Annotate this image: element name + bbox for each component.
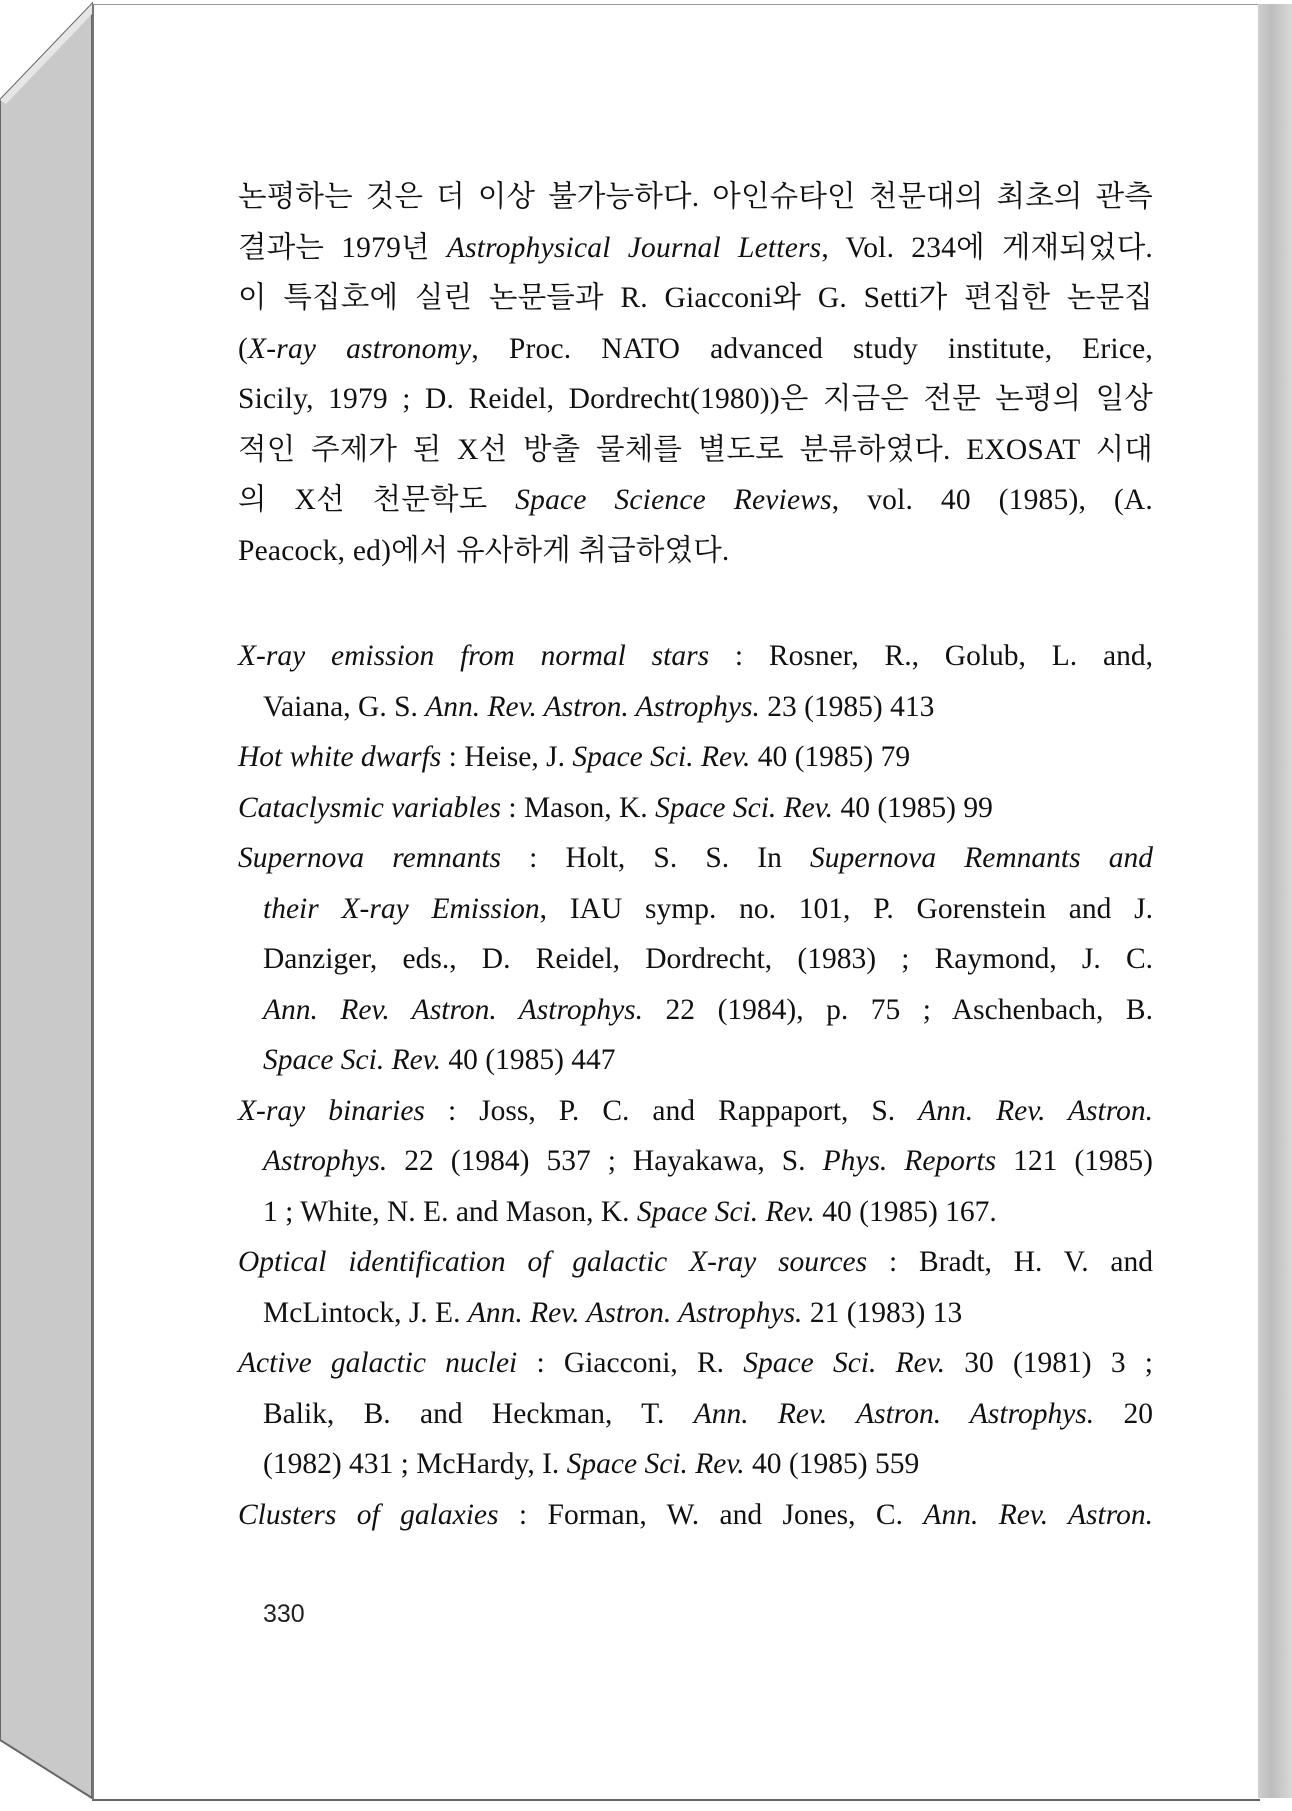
- reference-text: 1 ; White, N. E. and Mason, K.: [263, 1195, 637, 1228]
- reference-line: [263, 1136, 1153, 1187]
- reference-entry: [238, 631, 1153, 732]
- reference-text: : Rosner, R., Golub, L. and,: [709, 640, 1153, 672]
- reference-text: Balik, B. and Heckman, T.: [263, 1397, 694, 1430]
- reference-line: [263, 934, 1153, 985]
- paragraph-line: 논평하는 것은 더 이상 불가능하다. 아인슈타인 천문대의 최초의 관측: [238, 181, 1153, 213]
- paragraph-line: 적인 주제가 된 X선 방출 물체를 별도로 분류하였다. EXOSAT 시대: [238, 433, 1153, 466]
- reference-text: 40 (1985) 99: [833, 791, 993, 824]
- reference-title-text: Space Sci. Rev.: [566, 1448, 745, 1480]
- reference-title-text: Space Sci. Rev.: [743, 1347, 945, 1379]
- reference-text: , IAU symp. no. 101, P. Gorenstein and J.: [539, 892, 1153, 925]
- page-content: [238, 172, 1153, 1540]
- reference-title-text: Active galactic nuclei: [238, 1347, 518, 1379]
- reference-title-text: Space Sci. Rev.: [263, 1044, 441, 1076]
- reference-text: (1982) 431 ; McHardy, I.: [263, 1448, 567, 1480]
- page-edge-shadow: [1258, 4, 1292, 1798]
- paragraph-line: Peacock, ed)에서 유사하게 취급하였다.: [238, 534, 730, 567]
- paragraph-line: (X-ray astronomy, Proc. NATO advanced study institute, Erice,: [238, 332, 1153, 365]
- reference-entry: [238, 833, 1153, 1086]
- reference-title-text: their X-ray Emission: [263, 892, 540, 925]
- reference-text: 40 (1985) 79: [750, 741, 911, 773]
- reference-line: [238, 1086, 1153, 1137]
- reference-text: 22 (1984), p. 75 ; Aschenbach, B.: [643, 993, 1153, 1026]
- reference-line: [238, 833, 1153, 884]
- reference-title-text: Astrophys.: [263, 1145, 388, 1177]
- body-paragraph: [238, 172, 1153, 576]
- reference-entry: [238, 732, 1153, 783]
- reference-text: 20: [1094, 1397, 1153, 1430]
- reference-line: [263, 884, 1153, 935]
- reference-title-text: Ann. Rev. Astron. Astrophys.: [425, 690, 760, 723]
- reference-text: 22 (1984) 537 ; Hayakawa, S.: [387, 1145, 823, 1177]
- reference-title-text: Supernova remnants: [238, 842, 502, 874]
- reference-line: [263, 1288, 1153, 1339]
- reference-line: [263, 1035, 1153, 1086]
- reference-text: 40 (1985) 167.: [814, 1195, 997, 1228]
- reference-entry: [238, 1086, 1153, 1238]
- reference-line: [263, 1439, 1153, 1490]
- paragraph-line: 이 특집호에 실린 논문들과 R. Giacconi와 G. Setti가 편집한 논문집: [238, 282, 1153, 314]
- reference-entry: [238, 1237, 1153, 1338]
- reference-text: : Holt, S. S. In: [501, 842, 810, 874]
- reference-text: 21 (1983) 13: [802, 1296, 963, 1329]
- page-number: 330: [263, 1600, 305, 1628]
- reference-entry: [238, 1490, 1153, 1541]
- reference-title-text: Space Sci. Rev.: [572, 741, 751, 773]
- reference-line: [238, 732, 1153, 783]
- reference-title-text: Ann. Rev. Astron.: [918, 1094, 1153, 1127]
- reference-text: McLintock, J. E.: [263, 1296, 468, 1329]
- reference-line: [238, 1338, 1153, 1389]
- reference-title-text: Space Sci. Rev.: [655, 791, 834, 824]
- reference-text: 23 (1985) 413: [759, 690, 935, 723]
- paragraph-line: 결과는 1979년 Astrophysical Journal Letters, Vol. 234에 게재되었다.: [238, 231, 1153, 264]
- reference-text: : Heise, J.: [441, 741, 573, 773]
- reference-text: : Forman, W. and Jones, C.: [498, 1498, 924, 1531]
- reference-title-text: Ann. Rev. Astron. Astrophys.: [693, 1397, 1095, 1430]
- reference-line: [263, 1187, 1153, 1238]
- reference-text: : Joss, P. C. and Rappaport, S.: [424, 1094, 919, 1127]
- reference-title-text: X-ray binaries: [238, 1094, 425, 1127]
- reference-line: [238, 1237, 1153, 1288]
- reference-line: [263, 1389, 1153, 1440]
- reference-title-text: Space Sci. Rev.: [636, 1195, 815, 1228]
- reference-line: [238, 1490, 1153, 1541]
- reference-title-text: Cataclysmic variables: [238, 791, 501, 824]
- reference-line: [238, 783, 1153, 834]
- reference-title-text: Optical identification of galactic X-ray sources: [238, 1246, 868, 1278]
- reference-title-text: Ann. Rev. Astron. Astrophys.: [467, 1296, 803, 1329]
- reference-title-text: Ann. Rev. Astron.: [923, 1498, 1153, 1531]
- reference-entry: [238, 1338, 1153, 1490]
- reference-text: Danziger, eds., D. Reidel, Dordrecht, (1983) ; Raymond, J. C.: [263, 943, 1153, 975]
- paragraph-line: Sicily, 1979 ; D. Reidel, Dordrecht(1980))은 지금은 전문 논평의 일상: [238, 383, 1153, 415]
- reference-list: [238, 631, 1153, 1540]
- reference-title-text: X-ray emission from normal stars: [238, 640, 710, 672]
- reference-title-text: Clusters of galaxies: [238, 1498, 499, 1531]
- reference-text: : Bradt, H. V. and: [867, 1246, 1153, 1278]
- reference-text: 30 (1981) 3 ;: [944, 1347, 1153, 1379]
- reference-line: [263, 682, 1153, 733]
- reference-entry: [238, 783, 1153, 834]
- reference-text: : Mason, K.: [501, 791, 656, 824]
- reference-text: 121 (1985): [996, 1145, 1153, 1177]
- reference-text: Vaiana, G. S.: [263, 690, 426, 723]
- reference-title-text: Hot white dwarfs: [238, 741, 442, 773]
- reference-text: 40 (1985) 447: [441, 1044, 616, 1076]
- reference-title-text: Supernova Remnants and: [809, 842, 1153, 874]
- reference-line: [263, 985, 1153, 1036]
- reference-title-text: Phys. Reports: [822, 1145, 997, 1177]
- reference-title-text: Ann. Rev. Astron. Astrophys.: [263, 993, 644, 1026]
- reference-text: : Giacconi, R.: [517, 1347, 744, 1379]
- reference-text: 40 (1985) 559: [744, 1448, 920, 1480]
- reference-line: [238, 631, 1153, 682]
- paragraph-line: 의 X선 천문학도 Space Science Reviews, vol. 40 (1985), (A.: [238, 484, 1153, 516]
